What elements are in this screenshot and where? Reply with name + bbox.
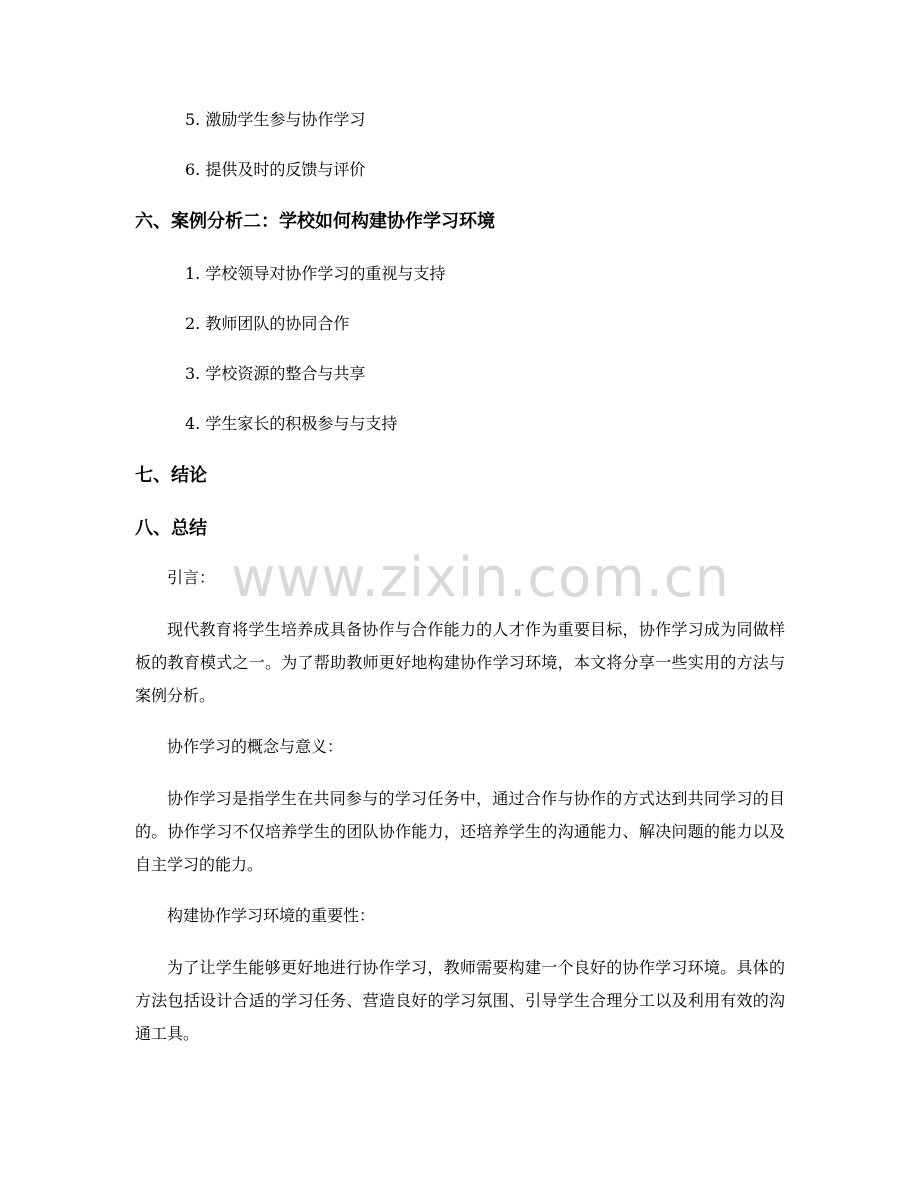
watermark: www.zixin.com.cn (231, 546, 730, 609)
intro-paragraph: 现代教育将学生培养成具备协作与合作能力的人才作为重要目标，协作学习成为同做样板的教育模式之一。为了帮助教师更好地构建协作学习环境，本文将分享一些实用的方法与案例分析。 (135, 620, 785, 705)
list-item: 2. 教师团队的协同合作 (185, 314, 350, 333)
list-item: 3. 学校资源的整合与共享 (185, 364, 366, 383)
list-item: 6. 提供及时的反馈与评价 (185, 160, 366, 179)
concept-label: 协作学习的概念与意义： (167, 737, 344, 756)
section-heading-7: 七、结论 (135, 465, 207, 486)
list-item: 4. 学生家长的积极参与与支持 (185, 414, 398, 433)
intro-label: 引言： (167, 568, 216, 587)
section-heading-8: 八、总结 (135, 518, 207, 539)
section-heading-6: 六、案例分析二：学校如何构建协作学习环境 (135, 211, 495, 232)
list-item: 1. 学校领导对协作学习的重视与支持 (185, 264, 446, 283)
importance-label: 构建协作学习环境的重要性： (167, 906, 376, 925)
importance-paragraph: 为了让学生能够更好地进行协作学习，教师需要构建一个良好的协作学习环境。具体的方法包括设计合适的学习任务、营造良好的学习氛围、引导学生合理分工以及利用有效的沟通工具。 (135, 958, 785, 1043)
concept-paragraph: 协作学习是指学生在共同参与的学习任务中，通过合作与协作的方式达到共同学习的目的。协作学习不仅培养学生的团队协作能力，还培养学生的沟通能力、解决问题的能力以及自主学习的能力。 (135, 789, 785, 874)
list-item: 5. 激励学生参与协作学习 (185, 110, 366, 129)
